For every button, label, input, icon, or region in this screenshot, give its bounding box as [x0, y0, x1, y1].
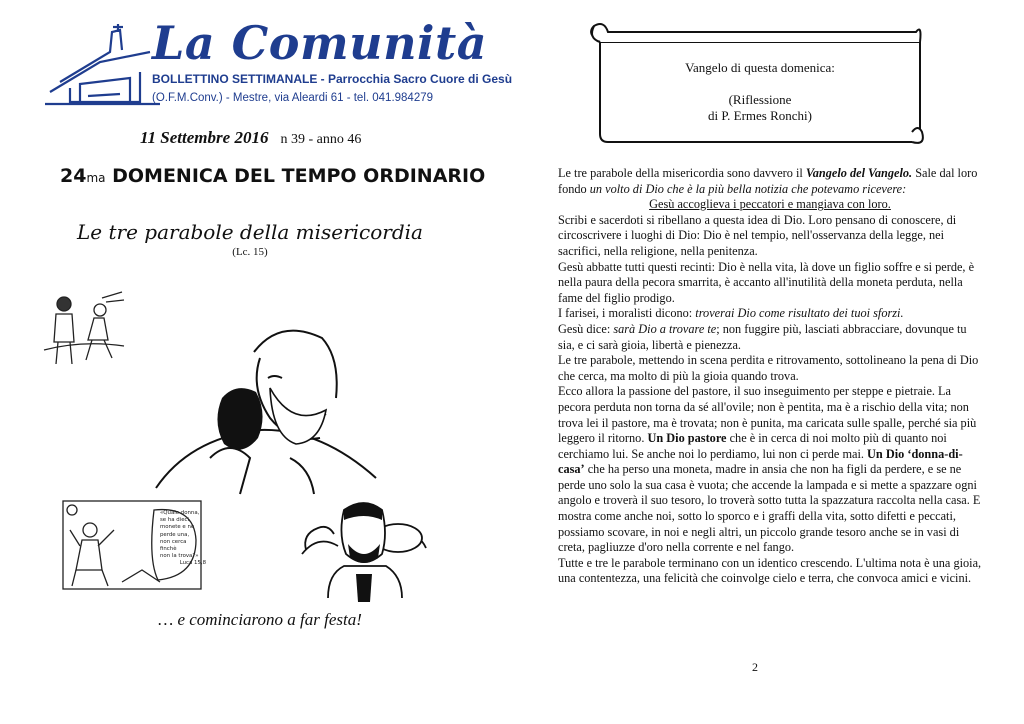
church-logo [40, 22, 170, 110]
speech-line: Luca 15,8 [179, 560, 206, 567]
speech-line: «Quale donna, [160, 510, 200, 516]
speech-line: non cerca [160, 538, 187, 545]
sunday-suffix: ma [86, 171, 106, 185]
page-number: 2 [752, 660, 758, 674]
article-paragraph: Le tre parabole, mettendo in scena perdita e ritrovamento, sottolineano la pena di Dio che cerca, ma molto di più la gioia quando trova. [558, 353, 979, 383]
emphasis: sarà Dio a trovare te [613, 321, 717, 336]
sunday-number: 24 [60, 165, 87, 187]
masthead-subtitle: BOLLETTINO SETTIMANALE - Parrocchia Sacro Cuore di Gesù [152, 72, 513, 86]
article-paragraph: Gesù abbatte tutti questi recinti: Dio è nella vita, là dove un figlio soffre e si perde, è nella paura della pecora smarrita, è accanto all'inutilità della moneta perduta, nella fame del figlio prodigo. [558, 259, 975, 305]
sunday-heading [60, 165, 486, 187]
emphasis: Un Dio pastore [647, 431, 727, 446]
article-paragraph: Ecco allora la passione del pastore, il suo inseguimento per steppe e pietraie. La pecora perduta non torna da sé all'ovile; non è pentita, ma è a rischio della vita; non trova lei il pastore, ma è trovata; non è punita, ma caricata sulle spalle, perché sia più leggero il ritorno. Un Dio pastore che è in cerca di noi molto più di quanto noi cerchiamo lui. Se anche noi lo perdiamo, lui non ci perde mai. Un Dio ‘donna-di-casa’ che ha perso una moneta, madre in ansia che non ha figli da perdere, e se ne perde uno solo la sua casa è vuota; che accende la lampada e si mette a spazzare ogni angolo e troverà il suo tesoro, lo troverà sotto tutta la spazzatura raccolta nella casa. E mostra come anche noi, sotto lo sporco e i graffi della vita, sotto difetti e peccati, possiamo scovare, in noi e negli altri, un piccolo grande tesoro anche se in vasi di creta, pagliuzze d'oro nella corrente e nel fango. [558, 384, 981, 555]
article-paragraph: Gesù dice: sarà Dio a trovare te; non fuggire più, lasciati abbracciare, dovunque tu sia, e ci sarà gioia, libertà e pienezza. [558, 321, 967, 352]
masthead-address: (O.F.M.Conv.) - Mestre, via Aleardi 61 - tel. 041.984279 [152, 92, 434, 104]
masthead-title: La Comunità [152, 16, 488, 70]
issue-line [140, 128, 361, 148]
speech-line: monete e ne [160, 524, 195, 531]
article-paragraph: Scribi e sacerdoti si ribellano a questa idea di Dio. Loro pensano di conoscere, di circoscrivere i luoghi di Dio: Dio è nel tempio, nell'osservanza della legge, nei sacrifici, nella religione, nella penitenza. [558, 212, 957, 258]
sunday-title: DOMENICA DEL TEMPO ORDINARIO [105, 165, 486, 187]
emphasis: Vangelo del Vangelo. [805, 166, 913, 180]
issue-date: 11 Settembre 2016 [140, 128, 269, 147]
article-paragraph: I farisei, i moralisti dicono: troverai Dio come risultato dei tuoi sforzi. [558, 306, 904, 321]
scroll-text [620, 60, 900, 124]
article-paragraph: Tutte e tre le parabole terminano con un identico crescendo. L'ultima nota è una gioia, una contentezza, una felicità che coinvolge cielo e terra, che convoca amici e vicini. [558, 555, 982, 586]
scroll-author: di P. Ermes Ronchi) [708, 108, 812, 123]
father-embrace-illustration [150, 318, 380, 498]
parables-title: Le tre parabole della misericordia [77, 220, 423, 244]
emphasis: troverai Dio come risultato dei tuoi sforzi. [695, 306, 904, 321]
speech-line: perde una, [160, 531, 190, 538]
celebration-caption: … e cominciarono a far festa! [158, 610, 362, 629]
speech-line: se ha dieci [160, 517, 189, 524]
speech-bubble [160, 510, 206, 568]
parables-reference: (Lc. 15) [232, 246, 268, 258]
scroll-heading: Vangelo di questa domenica: [685, 60, 835, 75]
scroll-reflection: (Riflessione [728, 92, 792, 107]
issue-number: n 39 - anno 46 [280, 132, 362, 147]
emphasis: un volto di Dio che è la più bella notizia che potevamo ricevere: [589, 181, 907, 196]
good-shepherd-illustration [298, 494, 428, 604]
speech-line: non la trova?» [160, 553, 199, 560]
article-heading: Gesù accoglieva i peccatori e mangiava con loro. [649, 197, 891, 212]
gospel-reflection-article [558, 166, 982, 587]
speech-line: finchè [160, 546, 177, 553]
prodigal-son-illustration [42, 290, 126, 370]
article-paragraph: Le tre parabole della misericordia sono davvero il Vangelo del Vangelo. Sale dal loro fondo un volto di Dio che è la più bella notizia che potevamo ricevere: [558, 166, 978, 196]
emphasis: Un Dio ‘donna-di-casa’ [558, 446, 963, 477]
